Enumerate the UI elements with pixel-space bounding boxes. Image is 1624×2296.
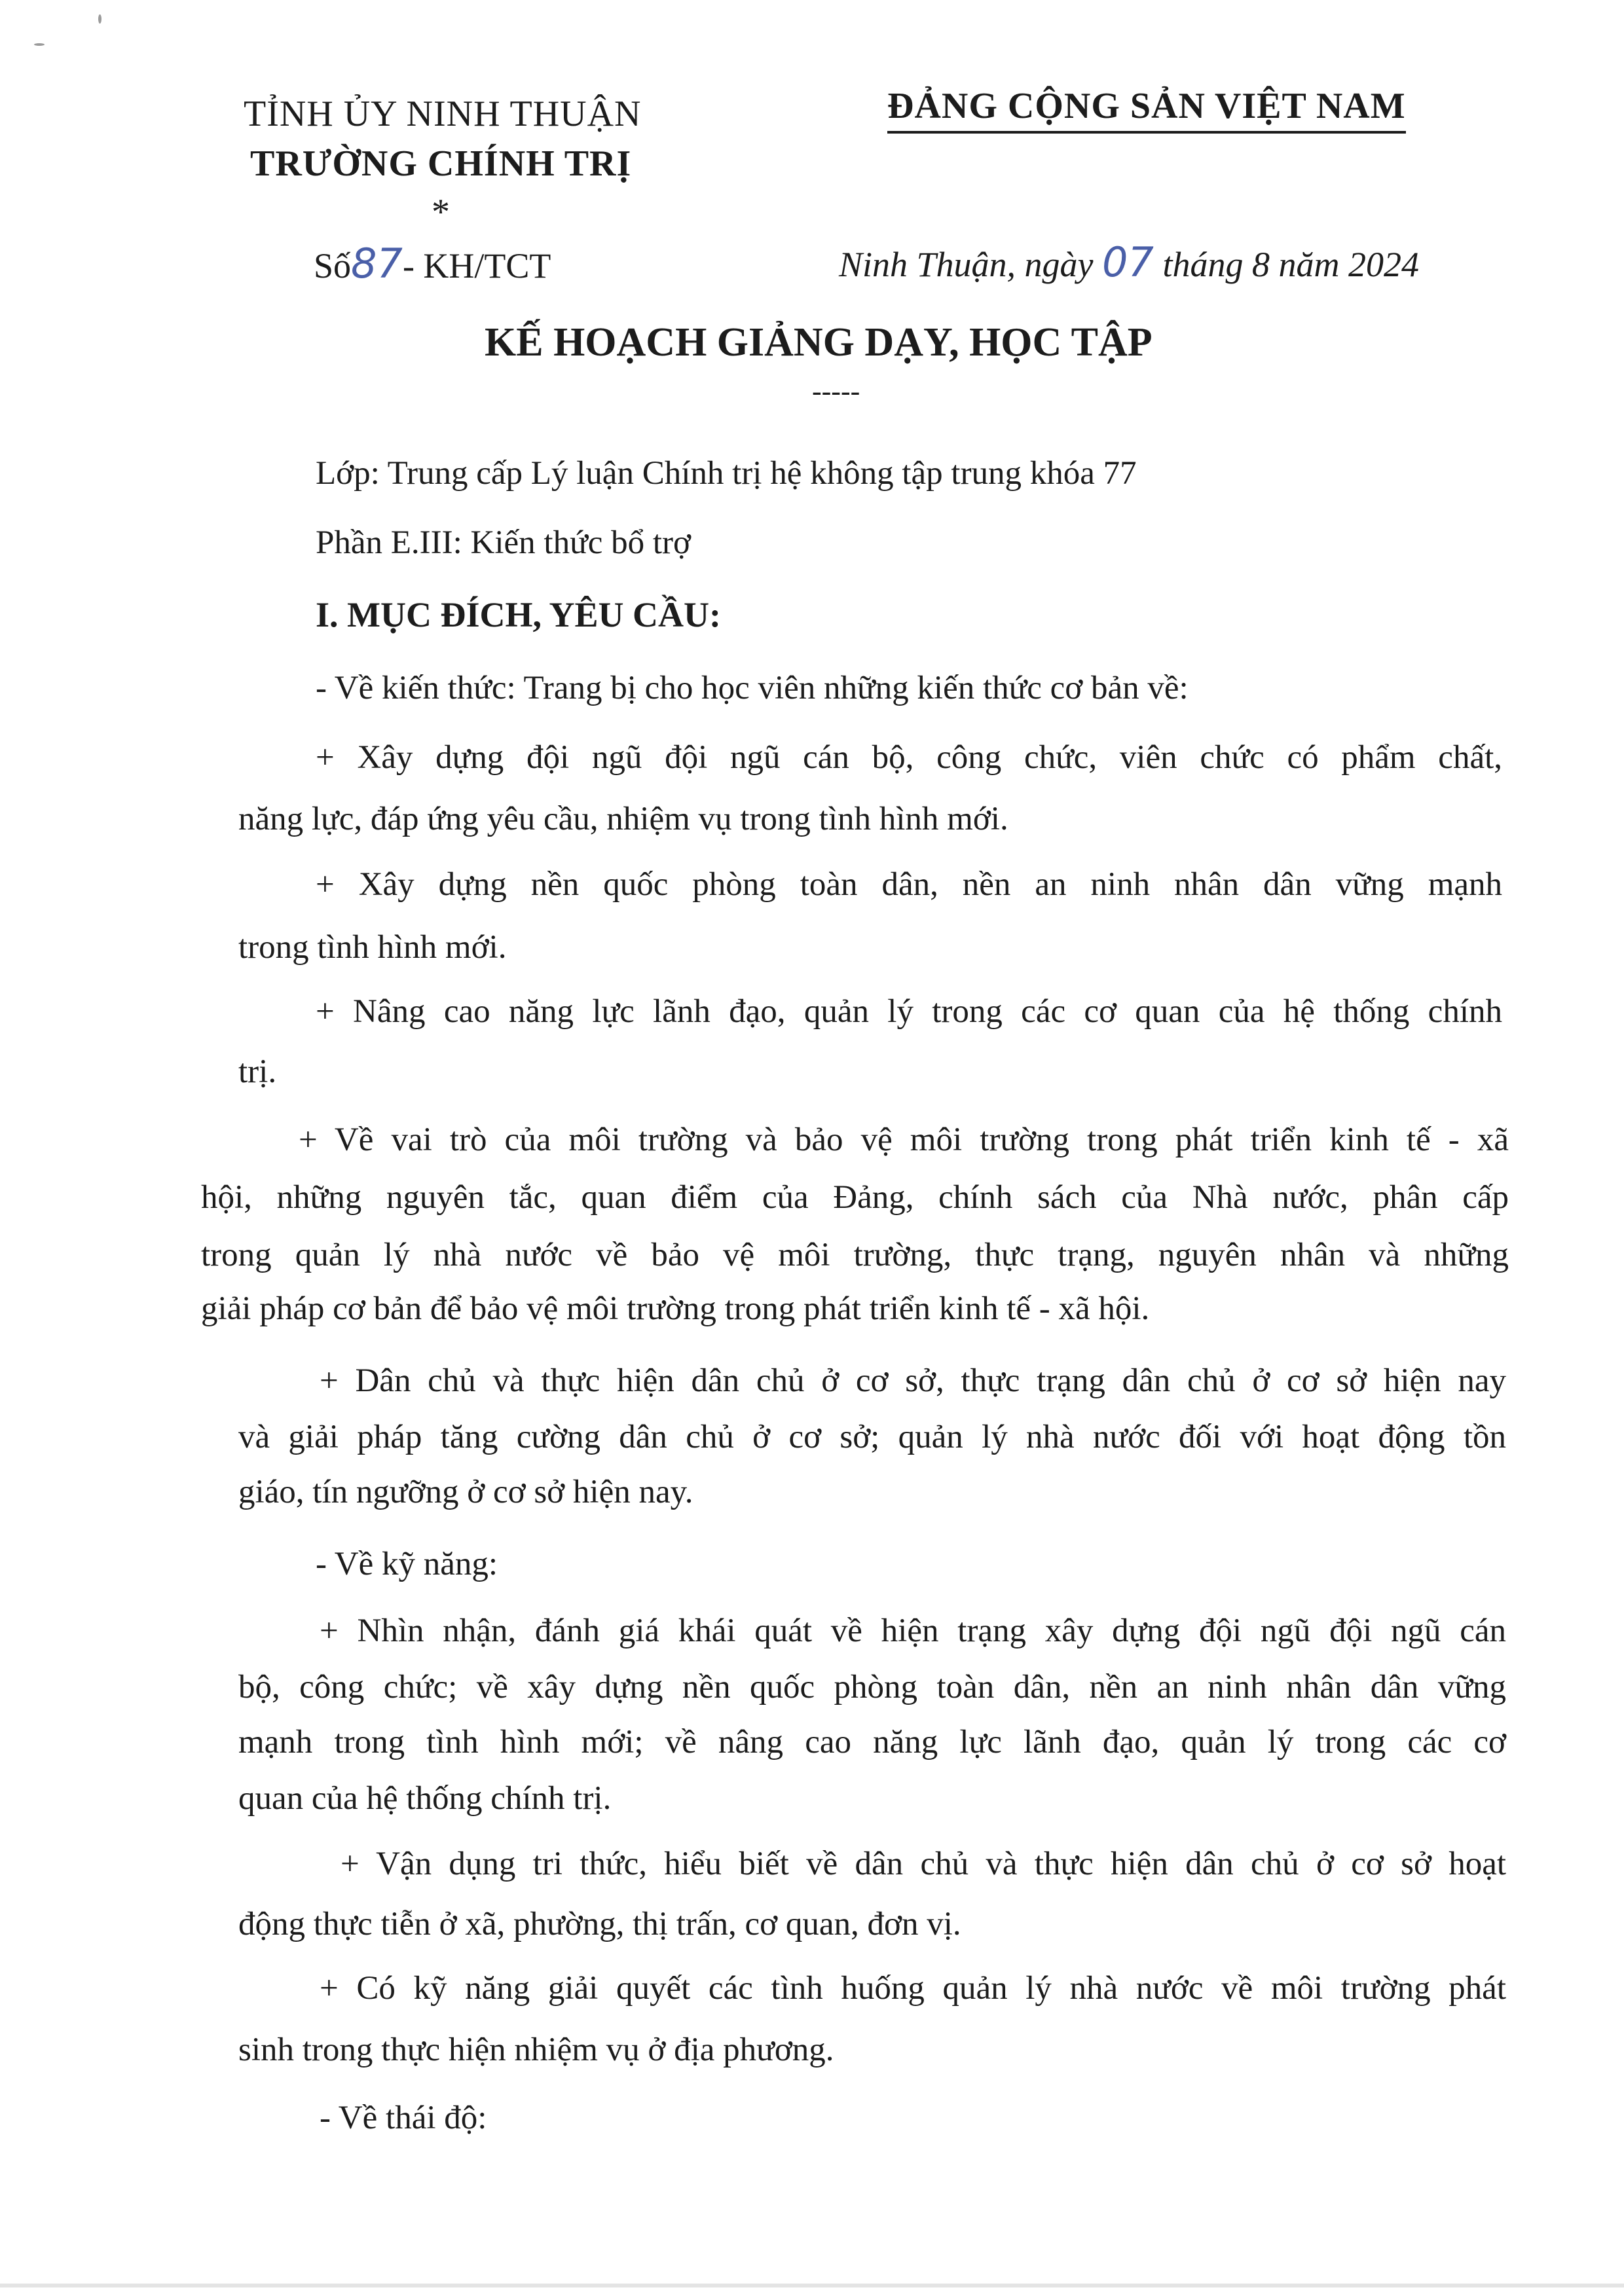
section-heading: I. MỤC ĐÍCH, YÊU CẦU: <box>316 595 721 634</box>
scan-bottom-edge <box>0 2284 1624 2287</box>
skills-item-2-line-2: động thực tiễn ở xã, phường, thị trấn, cơ quan, đơn vị. <box>238 1906 961 1942</box>
date-prefix: Ninh Thuận, ngày <box>839 245 1094 284</box>
skills-item-2-line-1: + Vận dụng tri thức, hiểu biết về dân chủ và thực hiện dân chủ ở cơ sở hoạt <box>341 1846 1506 1882</box>
class-line: Lớp: Trung cấp Lý luận Chính trị hệ không tập trung khóa 77 <box>316 455 1137 492</box>
skills-item-1-line-3: mạnh trong tình hình mới; về nâng cao năng lực lãnh đạo, quản lý trong các cơ <box>238 1724 1506 1760</box>
knowledge-item-5-line-3: giáo, tín ngưỡng ở cơ sở hiện nay. <box>238 1474 693 1510</box>
knowledge-item-4-line-3: trong quản lý nhà nước về bảo vệ môi trường, thực trạng, nguyên nhân và những <box>201 1237 1509 1273</box>
knowledge-item-4-line-2: hội, những nguyên tắc, quan điểm của Đảng, chính sách của Nhà nước, phân cấp <box>201 1179 1509 1216</box>
knowledge-item-4-line-1: + Về vai trò của môi trường và bảo vệ môi trường trong phát triển kinh tế - xã <box>299 1121 1509 1158</box>
attitude-heading: - Về thái độ: <box>320 2100 487 2136</box>
date-suffix: tháng 8 năm 2024 <box>1162 245 1419 284</box>
doc-number-suffix: - KH/TCT <box>402 246 551 285</box>
knowledge-item-4-line-4: giải pháp cơ bản để bảo vệ môi trường trong phát triển kinh tế - xã hội. <box>201 1290 1150 1327</box>
org-name: TRƯỜNG CHÍNH TRỊ <box>250 143 632 184</box>
doc-number-handwritten: 87 <box>351 240 403 287</box>
document-title: KẾ HOẠCH GIẢNG DẠY, HỌC TẬP <box>485 320 1153 365</box>
doc-number <box>314 240 551 287</box>
skills-item-1-line-4: quan của hệ thống chính trị. <box>238 1780 612 1817</box>
knowledge-item-3-line-1: + Nâng cao năng lực lãnh đạo, quản lý trong các cơ quan của hệ thống chính <box>316 993 1502 1030</box>
title-divider: ----- <box>812 375 860 407</box>
knowledge-item-3-line-2: trị. <box>238 1053 277 1090</box>
header-star: * <box>432 192 451 232</box>
knowledge-item-2-line-2: trong tình hình mới. <box>238 929 507 966</box>
knowledge-item-5-line-1: + Dân chủ và thực hiện dân chủ ở cơ sở, thực trạng dân chủ ở cơ sở hiện nay <box>320 1362 1506 1399</box>
knowledge-item-2-line-1: + Xây dựng nền quốc phòng toàn dân, nền an ninh nhân dân vững mạnh <box>316 866 1502 903</box>
doc-number-prefix: Số <box>314 246 352 285</box>
scan-speck <box>34 43 45 46</box>
party-name: ĐẢNG CỘNG SẢN VIỆT NAM <box>887 85 1406 134</box>
scan-speck <box>98 14 101 24</box>
date-day-handwritten: 07 <box>1102 238 1154 286</box>
part-line: Phần E.III: Kiến thức bổ trợ <box>316 524 691 561</box>
doc-date <box>839 238 1419 286</box>
org-parent: TỈNH ỦY NINH THUẬN <box>244 94 642 134</box>
knowledge-item-1-line-2: năng lực, đáp ứng yêu cầu, nhiệm vụ trong tình hình mới. <box>238 801 1008 837</box>
knowledge-item-5-line-2: và giải pháp tăng cường dân chủ ở cơ sở; quản lý nhà nước đối với hoạt động tồn <box>238 1419 1506 1455</box>
knowledge-heading: - Về kiến thức: Trang bị cho học viên những kiến thức cơ bản về: <box>316 670 1189 706</box>
skills-item-3-line-1: + Có kỹ năng giải quyết các tình huống quản lý nhà nước về môi trường phát <box>320 1970 1506 2007</box>
skills-item-1-line-2: bộ, công chức; về xây dựng nền quốc phòng toàn dân, nền an ninh nhân dân vững <box>238 1669 1506 1705</box>
skills-item-3-line-2: sinh trong thực hiện nhiệm vụ ở địa phương. <box>238 2032 834 2068</box>
skills-item-1-line-1: + Nhìn nhận, đánh giá khái quát về hiện trạng xây dựng đội ngũ đội ngũ cán <box>320 1613 1506 1649</box>
knowledge-item-1-line-1: + Xây dựng đội ngũ đội ngũ cán bộ, công chức, viên chức có phẩm chất, <box>316 739 1502 776</box>
skills-heading: - Về kỹ năng: <box>316 1546 498 1582</box>
